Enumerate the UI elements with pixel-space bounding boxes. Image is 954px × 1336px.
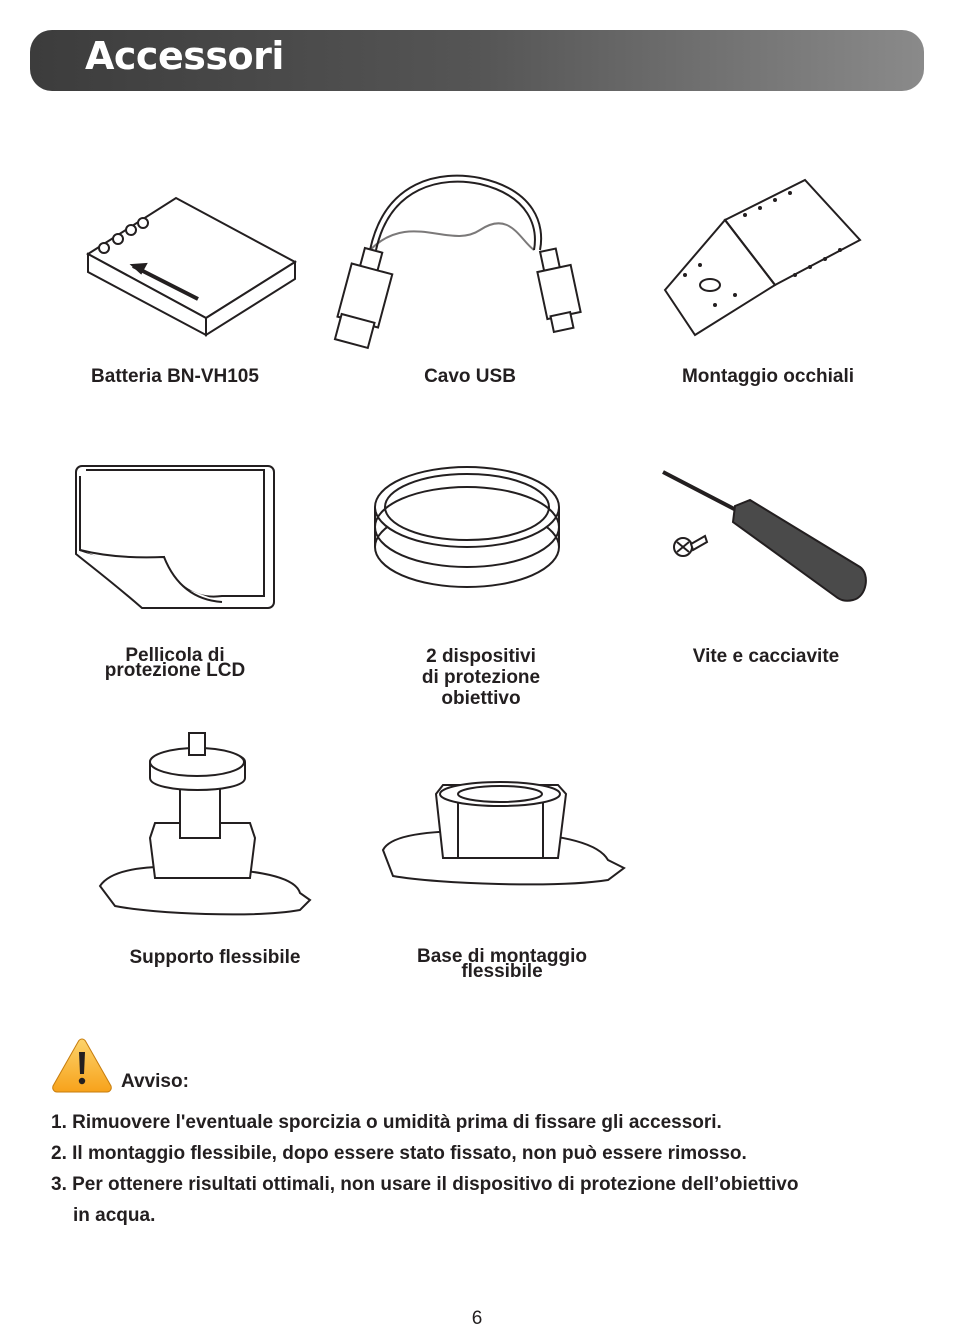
item-label-lens-protector: 2 dispositivi di protezione obiettivo [421, 646, 541, 709]
item-label-lcd-film: Pellicola di protezione LCD [104, 645, 246, 681]
page-number: 6 [471, 1308, 483, 1329]
item-label-battery: Batteria BN-VH105 [91, 366, 259, 387]
warning-note-continuation: in acqua. [73, 1205, 156, 1226]
warning-notes [51, 1107, 911, 1231]
warning-note: 1. Rimuovere l'eventuale sporcizia o umidità prima di fissare gli accessori. [51, 1112, 722, 1133]
warning-title: Avviso: [121, 1071, 189, 1092]
battery-icon [80, 190, 310, 340]
lens-protector-icon [370, 462, 565, 592]
warning-icon [50, 1036, 114, 1094]
glasses-mount-icon [655, 175, 870, 340]
item-label-usb-cable: Cavo USB [424, 366, 516, 387]
screwdriver-icon [655, 462, 875, 612]
usb-cable-icon [330, 170, 590, 355]
lcd-film-icon [72, 462, 278, 612]
mount-base-icon [378, 780, 628, 890]
item-label-flexible-support: Supporto flessibile [129, 947, 301, 968]
warning-note: 2. Il montaggio flessibile, dopo essere stato fissato, non può essere rimosso. [51, 1143, 747, 1164]
flexible-support-icon [95, 728, 315, 918]
page-header [30, 30, 924, 91]
item-label-glasses-mount: Montaggio occhiali [681, 366, 855, 387]
page-title: Accessori [85, 34, 284, 78]
warning-note: 3. Per ottenere risultati ottimali, non usare il dispositivo di protezione dell’obiettivo [51, 1174, 799, 1195]
item-label-mount-base: Base di montaggio flessibile [417, 946, 587, 982]
item-label-screwdriver: Vite e cacciavite [692, 646, 840, 667]
